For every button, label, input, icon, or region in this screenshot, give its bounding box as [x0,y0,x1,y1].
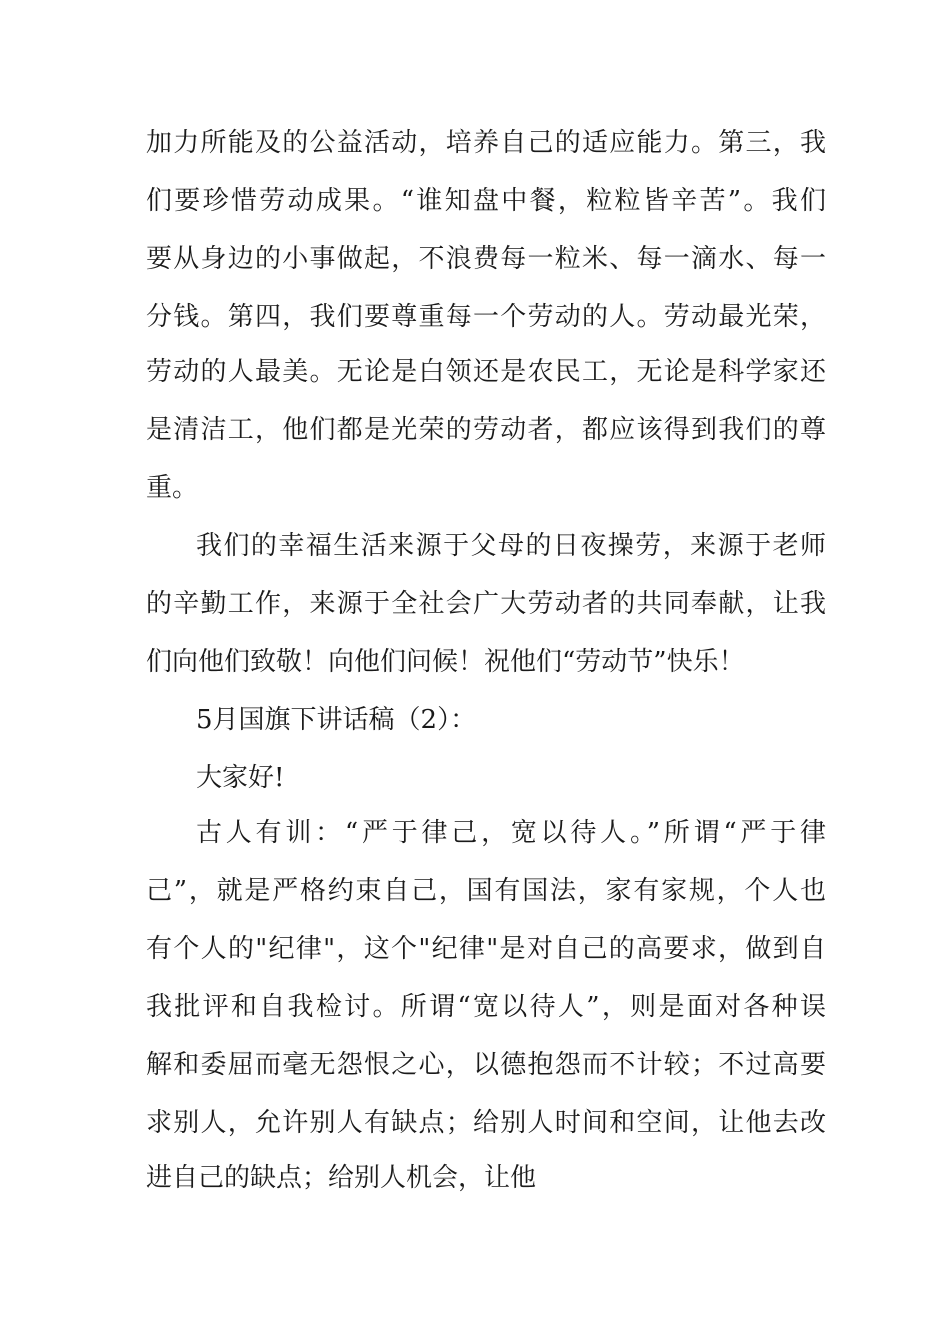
text-line: 要从身边的小事做起，不浪费每一粒米、每一滴水、每一 [146,244,826,274]
text-line: 们要珍惜劳动成果。“谁知盘中餐，粒粒皆辛苦”。我们 [146,186,826,216]
text-line: 劳动的人最美。无论是白领还是农民工，无论是科学家还 [146,357,826,387]
text-line: 分钱。第四，我们要尊重每一个劳动的人。劳动最光荣， [146,302,826,332]
text-line: 古人有训：“严于律己，宽以待人。”所谓“严于律 [196,818,826,848]
greeting: 大家好! [196,763,285,793]
text-line: 的辛勤工作，来源于全社会广大劳动者的共同奉献，让我 [146,589,826,619]
text-line: 我们的幸福生活来源于父母的日夜操劳，来源于老师 [196,531,826,561]
text-line: 解和委屈而毫无怨恨之心，以德抱怨而不计较；不过高要 [146,1050,826,1080]
text-line: 们向他们致敬！向他们问候！祝他们“劳动节”快乐！ [146,647,745,677]
text-line: 重。 [146,473,199,503]
text-line: 进自己的缺点；给别人机会，让他 [146,1163,537,1193]
text-line: 求别人，允许别人有缺点；给别人时间和空间，让他去改 [146,1108,826,1138]
text-line: 有个人的"纪律"，这个"纪律"是对自己的高要求，做到自 [146,934,826,964]
text-line: 加力所能及的公益活动，培养自己的适应能力。第三，我 [146,128,826,158]
text-line: 我批评和自我检讨。所谓“宽以待人”，则是面对各种误 [146,992,826,1022]
section-title: 5月国旗下讲话稿（2）： [196,705,477,735]
text-line: 是清洁工，他们都是光荣的劳动者，都应该得到我们的尊 [146,415,826,445]
text-line: 己”，就是严格约束自己，国有国法，家有家规，个人也 [146,876,826,906]
